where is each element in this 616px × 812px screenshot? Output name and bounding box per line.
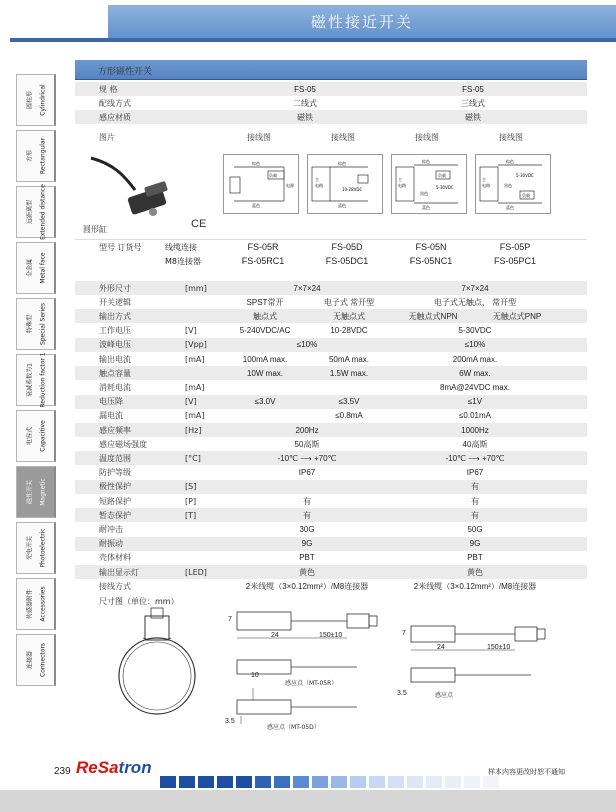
model-cable-label: 线缆连接 [165, 243, 197, 252]
sidebar-tab-en: Capacitive [39, 420, 46, 452]
spec-unit: [S] [185, 482, 197, 492]
spec-cell: 200Hz [295, 425, 319, 435]
spec-unit: [Vpp] [185, 340, 207, 350]
sidebar-tab-2[interactable] [16, 186, 56, 238]
footer-color-blocks [160, 776, 499, 788]
header-stripe [10, 38, 616, 42]
left-sense-d: 感应点（MT-05D） [267, 724, 320, 731]
spec-cell: 6W max. [459, 368, 491, 378]
spec-cell: 5-240VDC/AC [239, 326, 291, 336]
spec-cell: ≤3.0V [254, 397, 276, 407]
right-sense: 感应点 [435, 692, 454, 699]
footer-block [312, 776, 328, 788]
spec-unit: [mm] [185, 283, 207, 293]
product-photo [83, 144, 203, 224]
footer-block [331, 776, 347, 788]
spec-cell: -10℃ ⟶ +70℃ [445, 453, 505, 463]
top-row [75, 82, 587, 96]
spec-cell: ≤10% [464, 340, 486, 350]
wiring-label-3: 接线图 [415, 133, 439, 142]
model-m8-fs05nc1: FS-05NC1 [409, 256, 453, 266]
sidebar-tab-cn: 传感器附件 [26, 588, 33, 620]
spec-label: 输出方式 [99, 311, 131, 321]
spec-row [75, 466, 587, 480]
spec-row [75, 309, 587, 323]
sidebar-tab-cn: 方形 [26, 149, 33, 163]
spec-label: 防护等级 [99, 468, 131, 478]
logo-part-2: tron [118, 758, 152, 777]
top-row [75, 96, 587, 110]
spec-row [75, 395, 587, 409]
spec-cell: 有 [471, 482, 479, 492]
top-row [75, 110, 587, 124]
spec-cell: 黄色 [299, 567, 315, 577]
spec-cell: 50mA max. [328, 354, 369, 364]
row-cell: 二线式 [293, 98, 317, 108]
spec-cell: 有 [471, 510, 479, 520]
left-dim-10: 10 [251, 672, 259, 679]
sidebar-tab-10[interactable] [16, 634, 56, 686]
model-cable-fs05r: FS-05R [247, 242, 279, 252]
footer-block [483, 776, 499, 788]
footer-note: 样本内容更改时恕不通知 [488, 768, 565, 776]
right-dim-7: 7 [402, 630, 406, 637]
spec-cell: 有 [303, 496, 311, 506]
model-cable-fs05n: FS-05N [415, 242, 447, 252]
spec-cell: 无触点式 [333, 311, 365, 321]
spec-cell: 5-30VDC [458, 326, 492, 336]
spec-unit: [P] [185, 496, 197, 506]
sidebar-tab-4[interactable] [16, 298, 56, 350]
spec-cell: 触点式 [253, 311, 277, 321]
svg-text:主: 主 [482, 177, 486, 182]
footer-block [236, 776, 252, 788]
spec-cell: PBT [299, 553, 315, 563]
sidebar-tab-cn: 光电开关 [26, 535, 33, 561]
spec-cell: 200mA max. [452, 354, 498, 364]
spec-row [75, 409, 587, 423]
ring-bracket-drawing [105, 606, 215, 724]
spec-label: 极性保护 [99, 482, 131, 492]
svg-text:蓝色: 蓝色 [506, 205, 514, 210]
svg-text:黑色: 黑色 [420, 191, 428, 196]
model-m8-label: M8连接器 [165, 257, 201, 266]
spec-label: 外形尺寸 [99, 283, 131, 293]
spec-label: 耐振动 [99, 539, 123, 549]
spec-cell: 30G [299, 524, 315, 534]
right-dimension-drawing [401, 604, 581, 714]
spec-row [75, 366, 587, 380]
spec-unit: [Hz] [185, 425, 202, 435]
svg-text:电路: 电路 [482, 183, 490, 188]
spec-cell: 无触点式NPN [408, 311, 458, 321]
sidebar-tab-cn: 连接器 [26, 650, 33, 670]
spec-cell: 2米线缆（3×0.12mm²）/M8连接器 [413, 581, 537, 591]
ce-mark: CE [191, 218, 207, 230]
spec-row [75, 494, 587, 508]
spec-unit: [V] [185, 326, 197, 336]
spec-unit: [mA] [185, 382, 205, 392]
footer-block [445, 776, 461, 788]
right-dim-150: 150±10 [487, 644, 511, 651]
footer-block [198, 776, 214, 788]
spec-label: 触点容量 [99, 368, 131, 378]
svg-text:蓝色: 蓝色 [422, 205, 430, 210]
spec-cell: 1.5W max. [329, 368, 369, 378]
spec-row [75, 451, 587, 465]
spec-cell: ≤1V [467, 397, 483, 407]
spec-cell: -10℃ ⟶ +70℃ [277, 453, 337, 463]
spec-cell: 有 [303, 510, 311, 520]
spec-label: 壳体材料 [99, 553, 131, 563]
right-dim-3-5: 3.5 [397, 690, 407, 697]
spec-cell: 无触点式PNP [492, 311, 542, 321]
spec-row [75, 338, 587, 352]
spec-row [75, 480, 587, 494]
svg-text:棕色: 棕色 [338, 161, 346, 166]
spec-unit: [V] [185, 397, 197, 407]
spec-cell: 电子式无触点， 常开型 [433, 297, 517, 307]
sidebar-tab-1[interactable] [16, 130, 56, 182]
sidebar-tab-en: Photoelectric [39, 528, 46, 568]
spec-label: 短路保护 [99, 496, 131, 506]
spec-cell: PBT [467, 553, 483, 563]
sidebar-tab-en: Reduction factor 1 [39, 352, 46, 408]
row-cell: 磁铁 [465, 112, 481, 122]
wiring-diagram-npn [391, 154, 467, 214]
svg-text:黑色: 黑色 [504, 183, 512, 188]
spec-cell: 8mA@24VDC max. [440, 382, 510, 392]
sidebar-tab-cn: 衰减系数为1 [26, 363, 33, 397]
wiring-diagram-reed [223, 154, 299, 214]
svg-text:棕色: 棕色 [422, 159, 430, 164]
sidebar-tab-cn: 远距离型 [26, 199, 33, 225]
model-m8-fs05dc1: FS-05DC1 [325, 256, 369, 266]
spec-cell: 9G [469, 539, 481, 549]
wiring-label-1: 接线图 [247, 133, 271, 142]
row-cell: FS-05 [294, 84, 316, 94]
footer-block [464, 776, 480, 788]
footer-block [350, 776, 366, 788]
left-dim-24: 24 [271, 632, 279, 639]
spec-row [75, 324, 587, 338]
spec-unit: [°C] [185, 453, 201, 463]
spec-cell: 40高斯 [462, 439, 488, 449]
footer-block [388, 776, 404, 788]
row-label: 规 格 [99, 84, 118, 94]
svg-text:主: 主 [398, 177, 402, 182]
spec-label: 波峰电压 [99, 340, 131, 350]
model-m8-fs05rc1: FS-05RC1 [241, 256, 285, 266]
wiring-diagram-pnp [475, 154, 551, 214]
svg-text:电路: 电路 [315, 183, 323, 188]
spec-row [75, 508, 587, 522]
spec-cell: 100mA max. [242, 354, 288, 364]
dimensions-label: 尺寸图（单位：mm） [99, 597, 179, 606]
left-dimension-drawing [227, 604, 427, 734]
page-title: 磁性接近开关 [310, 13, 413, 31]
spec-label: 接线方式 [99, 581, 131, 591]
sidebar-tab-en: Extended distance [39, 184, 46, 240]
sidebar-tab-en: Accessories [39, 586, 46, 622]
footer-block [179, 776, 195, 788]
spec-cell: ≤3.5V [338, 397, 360, 407]
row-label: 配线方式 [99, 98, 131, 108]
svg-text:负载: 负载 [522, 193, 530, 198]
picture-label: 图片 [99, 133, 115, 142]
sidebar-tab-cn: 圆柱形 [26, 90, 33, 110]
spec-row [75, 579, 587, 593]
section-title: 方形磁性开关 [98, 67, 153, 77]
spec-label: 输出显示灯 [99, 567, 139, 577]
spec-row [75, 281, 587, 295]
spec-row [75, 380, 587, 394]
sidebar [16, 74, 56, 690]
svg-text:负载: 负载 [438, 173, 446, 178]
spec-label: 感应磁场强度 [99, 439, 147, 449]
footer-block [426, 776, 442, 788]
svg-text:电路: 电路 [398, 183, 406, 188]
left-dim-3-5: 3.5 [225, 718, 235, 725]
spec-cell: 50G [467, 524, 483, 534]
spec-unit: [LED] [185, 567, 207, 577]
spec-label: 暂态保护 [99, 510, 131, 520]
model-row [75, 240, 587, 270]
brand-logo [76, 758, 152, 778]
svg-text:10-28VDC: 10-28VDC [342, 187, 363, 192]
right-dim-24: 24 [437, 644, 445, 651]
page-number: 239 [54, 766, 71, 777]
spec-label: 工作电压 [99, 326, 131, 336]
spec-label: 电压降 [99, 397, 123, 407]
spec-unit: [mA] [185, 354, 205, 364]
sidebar-tab-6[interactable] [16, 410, 56, 462]
model-cable-fs05d: FS-05D [331, 242, 363, 252]
spec-cell: 50高斯 [294, 439, 320, 449]
spec-cell: 10-28VDC [330, 326, 368, 336]
row-cell: 三线式 [461, 98, 485, 108]
footer-block [293, 776, 309, 788]
left-sense-r: 感应点（MT-05R） [285, 680, 338, 687]
footer-strip [0, 790, 616, 812]
model-m8-fs05pc1: FS-05PC1 [493, 256, 537, 266]
footer-block [274, 776, 290, 788]
footer-block [160, 776, 176, 788]
spec-label: 耐冲击 [99, 524, 123, 534]
spec-label: 漏电流 [99, 411, 123, 421]
svg-text:棕色: 棕色 [252, 161, 260, 166]
svg-text:主: 主 [315, 177, 319, 182]
svg-text:蓝色: 蓝色 [338, 203, 346, 208]
spec-cell: 1000Hz [461, 425, 489, 435]
spec-cell: ≤0.8mA [335, 411, 363, 421]
spec-cell: 黄色 [467, 567, 483, 577]
spec-cell: 9G [301, 539, 313, 549]
spec-row [75, 423, 587, 437]
model-label: 型号 订货号 [99, 243, 142, 252]
spec-row [75, 537, 587, 551]
svg-text:负载: 负载 [269, 173, 277, 178]
sidebar-tab-8[interactable] [16, 522, 56, 574]
left-dim-150: 150±10 [319, 632, 343, 639]
sidebar-tab-9[interactable] [16, 578, 56, 630]
sidebar-tab-5[interactable] [16, 354, 56, 406]
sidebar-tab-cn: 全金属 [26, 258, 33, 278]
sidebar-tab-en: Special Series [39, 303, 46, 345]
spec-cell: SPST常开 [246, 297, 284, 307]
pictures-area [75, 126, 587, 240]
spec-label: 消耗电流 [99, 382, 131, 392]
spec-row [75, 522, 587, 536]
spec-cell: IP67 [298, 468, 316, 478]
spec-row [75, 551, 587, 565]
footer-block [217, 776, 233, 788]
footer-block [255, 776, 271, 788]
sidebar-tab-cn: 磁性开关 [26, 479, 33, 505]
row-cell: FS-05 [462, 84, 484, 94]
sidebar-tab-7[interactable] [16, 466, 56, 518]
spec-label: 输出电流 [99, 354, 131, 364]
spec-cell: 10W max. [246, 368, 283, 378]
footer-block [407, 776, 423, 788]
sidebar-tab-0[interactable] [16, 74, 56, 126]
page-header [0, 0, 616, 42]
spec-row [75, 437, 587, 451]
spec-cell: IP67 [466, 468, 484, 478]
svg-text:5-30VDC: 5-30VDC [436, 185, 454, 190]
left-dim-7: 7 [228, 616, 232, 623]
wiring-label-4: 接线图 [499, 133, 523, 142]
spec-cell: 7×7×24 [293, 283, 321, 293]
spec-cell: 电子式 常开型 [323, 297, 375, 307]
sidebar-tab-cn: 电容式 [26, 426, 33, 446]
spec-label: 温度范围 [99, 453, 131, 463]
sidebar-tab-3[interactable] [16, 242, 56, 294]
svg-text:电源: 电源 [286, 183, 294, 188]
sidebar-tab-en: Rectangular [39, 137, 46, 175]
svg-text:蓝色: 蓝色 [252, 203, 260, 208]
sidebar-tab-en: Magnetic [39, 478, 46, 506]
sidebar-tab-cn: 特殊型 [26, 314, 33, 334]
spec-row [75, 295, 587, 309]
spec-row [75, 565, 587, 579]
spec-cell: ≤10% [296, 340, 318, 350]
sidebar-tab-en: Cylindrical [39, 84, 46, 116]
dimensions-area [75, 594, 587, 734]
svg-text:5-30VDC: 5-30VDC [516, 173, 534, 178]
sidebar-tab-en: Connectors [39, 642, 46, 678]
spec-label: 开关逻辑 [99, 297, 131, 307]
spec-label: 感应频率 [99, 425, 131, 435]
spec-cell: ≤0.01mA [459, 411, 491, 421]
wiring-diagram-dc2 [307, 154, 383, 214]
sidebar-tab-en: Metal face [39, 252, 46, 284]
header-left-blank [0, 0, 108, 42]
footer-block [369, 776, 385, 788]
spec-unit: [mA] [185, 411, 205, 421]
spec-row [75, 352, 587, 366]
spec-unit: [T] [185, 510, 197, 520]
spec-cell: 7×7×24 [461, 283, 489, 293]
product-caption: 圆形缸 [83, 225, 107, 234]
spec-cell: 有 [471, 496, 479, 506]
row-cell: 磁铁 [297, 112, 313, 122]
svg-text:棕色: 棕色 [506, 159, 514, 164]
logo-part-1: ReSa [76, 758, 119, 777]
row-label: 感应材质 [99, 112, 131, 122]
spec-cell: 2米线缆（3×0.12mm²）/M8连接器 [245, 581, 369, 591]
model-cable-fs05p: FS-05P [499, 242, 531, 252]
wiring-label-2: 接线图 [331, 133, 355, 142]
